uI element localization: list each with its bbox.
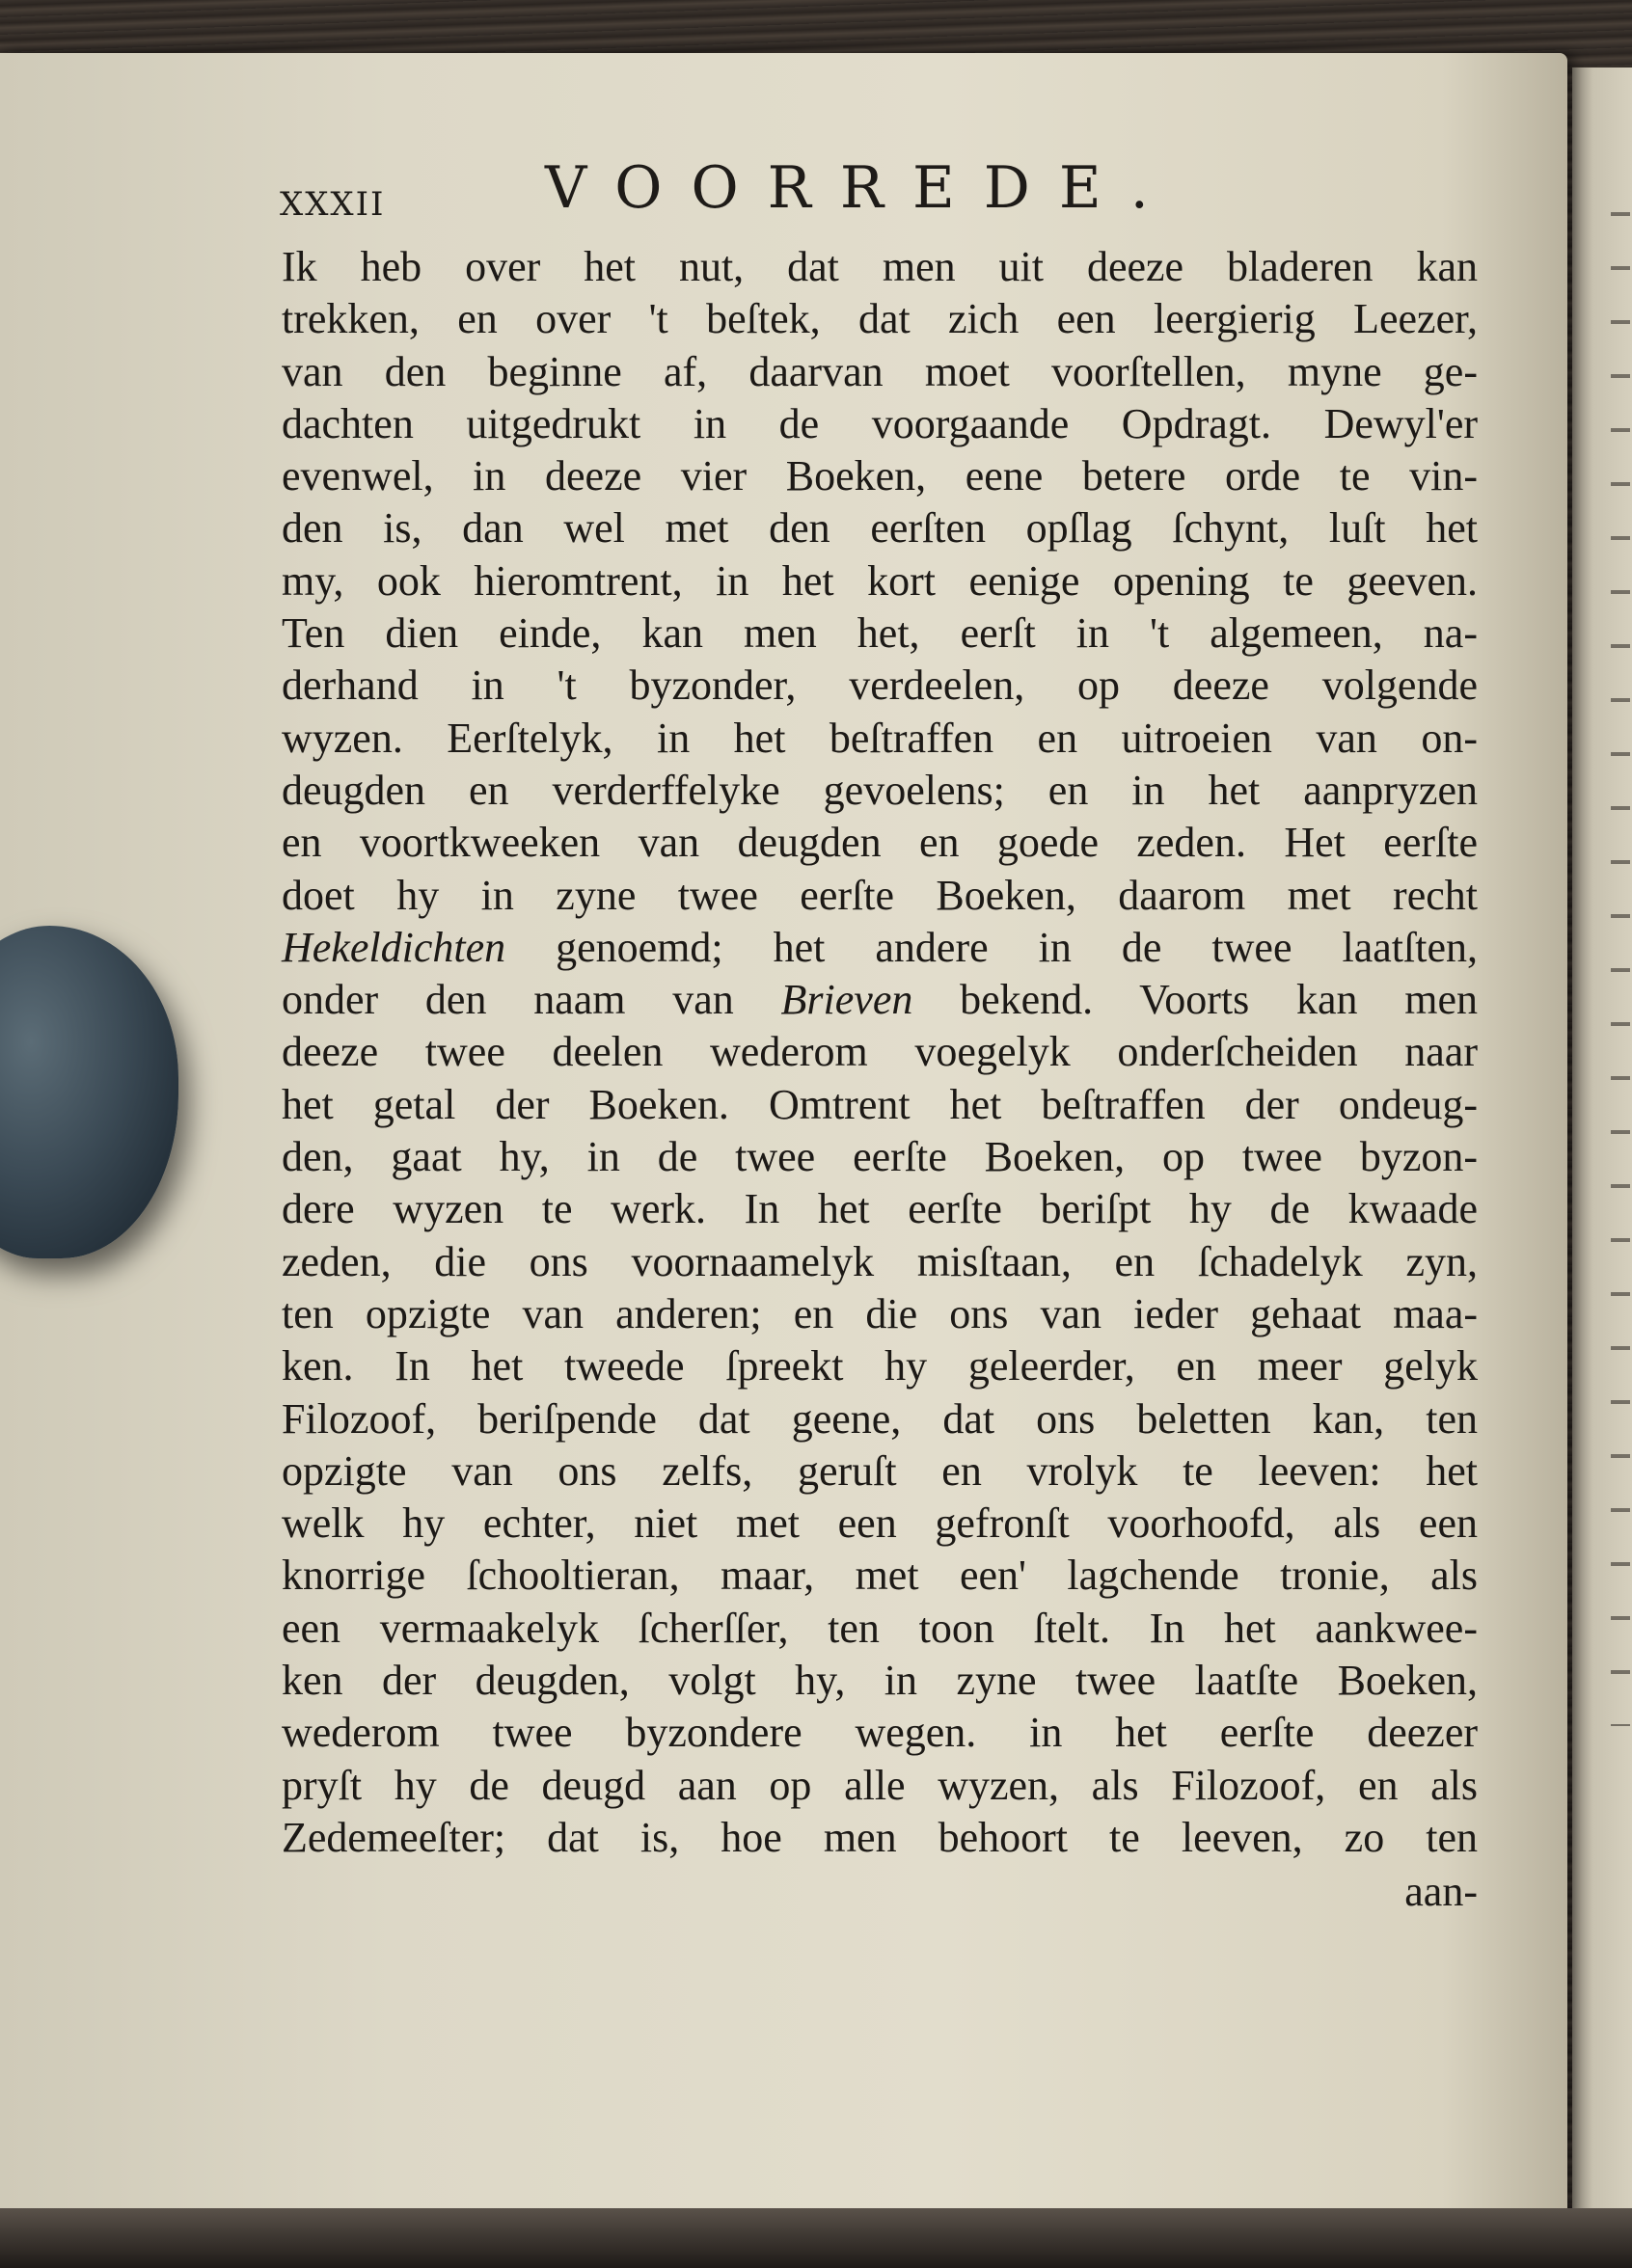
text-line: Filozoof, beriſpende dat geene, dat ons beletten kan, ten: [282, 1394, 1478, 1443]
text-line: Ik heb over het nut, dat men uit deeze bladeren kan: [282, 243, 1478, 290]
italic-term: Hekeldichten: [282, 923, 506, 971]
running-title: VOORREDE.: [545, 154, 1178, 222]
text-line: den is, dan wel met den eerſten opſlag ſchynt, luſt het: [282, 504, 1478, 553]
page-number: XXXII: [280, 185, 386, 224]
text-line: wederom twee byzondere wegen. in het eerſte deezer: [282, 1709, 1478, 1757]
text-line: ken der deugden, volgt hy, in zyne twee laatſte Boeken,: [282, 1657, 1478, 1705]
text-line: het getal der Boeken. Omtrent het beſtraffen der ondeug-: [282, 1080, 1478, 1128]
text-line: opzigte van ons zelfs, geruſt en vrolyk te leeven: het: [282, 1446, 1478, 1495]
text-line: deeze twee deelen wederom voegelyk onderſcheiden naar: [282, 1028, 1478, 1076]
text-line: en voortkweeken van deugden en goede zeden. Het eerſte: [282, 819, 1478, 867]
italic-term: Brieven: [780, 976, 913, 1024]
text-line: derhand in 't byzonder, verdeelen, op deeze volgende: [282, 662, 1478, 710]
text-line: evenwel, in deeze vier Boeken, eene betere orde te vin-: [282, 452, 1478, 500]
text-line: ten opzigte van anderen; en die ons van ieder gehaat maa-: [282, 1289, 1478, 1337]
text-span: onder den naam van: [282, 976, 781, 1024]
text-line: my, ook hieromtrent, in het kort eenige opening te geeven.: [282, 556, 1478, 605]
text-span: genoemd; het andere in de twee laatſten,: [505, 923, 1478, 971]
text-line: Ten dien einde, kan men het, eerſt in 't algemeen, na-: [282, 609, 1478, 658]
page-header: [280, 154, 1495, 231]
text-line: ken. In het tweede ſpreekt hy geleerder, en meer gelyk: [282, 1342, 1478, 1390]
text-line: van den beginne af, daarvan moet voorſtellen, myne ge-: [282, 347, 1478, 395]
text-line: dachten uitgedrukt in de voorgaande Opdragt. Dewyl'er: [282, 399, 1478, 447]
text-line: wyzen. Eerſtelyk, in het beſtraffen en uitroeien van on-: [282, 714, 1478, 762]
text-line: een vermaakelyk ſcherſſer, ten toon ſtelt. In het aankwee-: [282, 1604, 1478, 1652]
text-line: trekken, en over 't beſtek, dat zich een leergierig Leezer,: [282, 295, 1478, 343]
text-line: deugden en verderffelyke gevoelens; en in het aanpryzen: [282, 766, 1478, 814]
text-line: knorrige ſchooltieran, maar, met een' lagchende tronie, als: [282, 1552, 1478, 1600]
text-line: Zedemeeſter; dat is, hoe men behoort te leeven, zo ten: [282, 1813, 1478, 1861]
page-bottom-edge: [0, 2208, 1632, 2268]
text-line: den, gaat hy, in de twee eerſte Boeken, op twee byzon-: [282, 1133, 1478, 1181]
text-line: dere wyzen te werk. In het eerſte beriſpt hy de kwaade: [282, 1185, 1478, 1233]
text-line-italic-hekeldichten: [282, 922, 1478, 974]
text-line: welk hy echter, niet met een gefronſt voorhoofd, als een: [282, 1499, 1478, 1548]
text-line: doet hy in zyne twee eerſte Boeken, daarom met recht: [282, 871, 1478, 919]
text-line: pryſt hy de deugd aan op alle wyzen, als Filozoof, en als: [282, 1761, 1478, 1809]
text-line-italic-brieven: [282, 974, 1478, 1026]
body-text: [282, 241, 1478, 1919]
text-span: bekend. Voorts kan men: [912, 976, 1478, 1024]
catchword: aan-: [1404, 1868, 1478, 1916]
facing-page-edge: [1572, 68, 1632, 2218]
text-line: zeden, die ons voornaamelyk misſtaan, en ſchadelyk zyn,: [282, 1237, 1478, 1285]
